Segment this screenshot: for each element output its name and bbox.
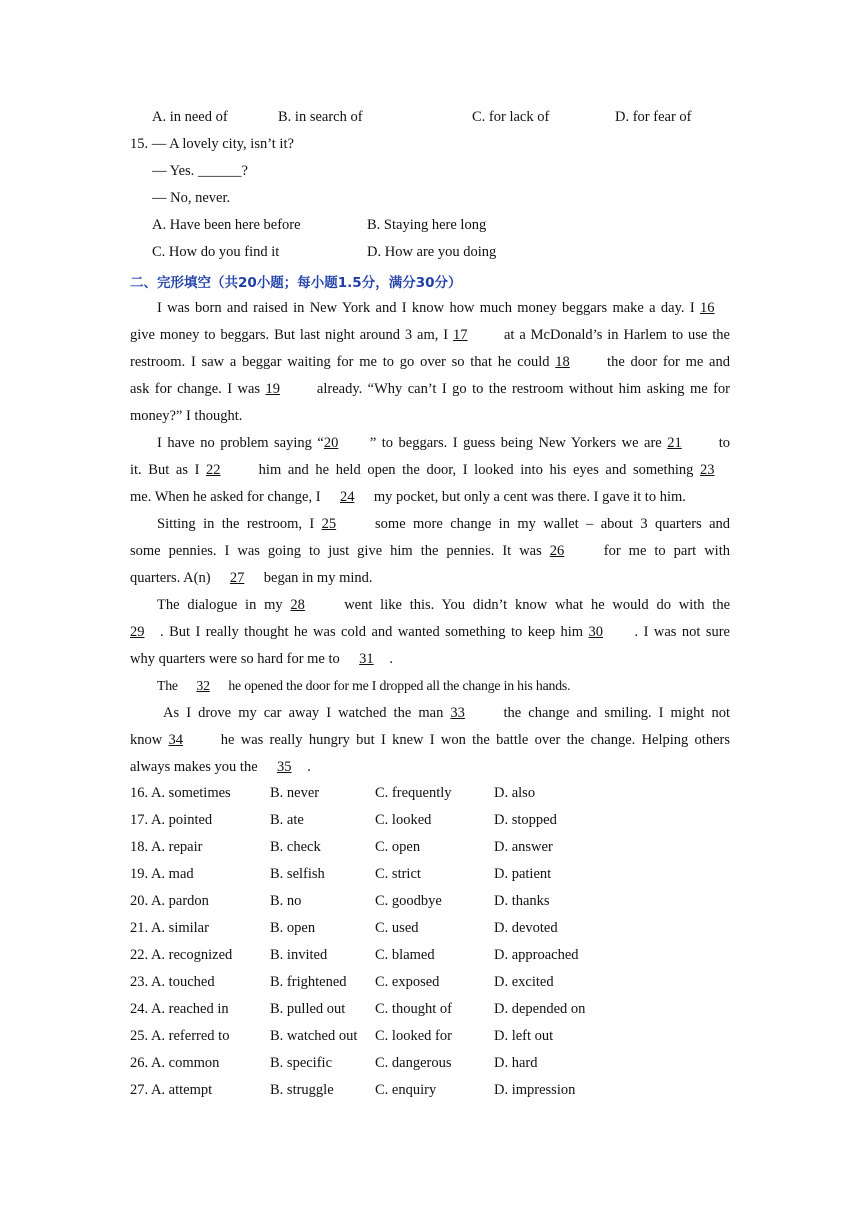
- text: the change and smiling. I might not: [496, 705, 730, 721]
- q15-blank: ______: [197, 163, 242, 179]
- text: I was born and raised in New York and I know how much money beggars make a day. I: [157, 300, 700, 316]
- passage-line: [130, 325, 730, 345]
- answer-option-d: D. answer: [494, 839, 553, 855]
- answer-option-a: 18. A. repair: [130, 839, 203, 855]
- text: ” to beggars. I guess being New Yorkers we are: [369, 435, 668, 451]
- blank-29: 29: [130, 624, 145, 640]
- q14-option-c: C. for lack of: [472, 109, 550, 125]
- text: me. When he asked for change, I: [130, 489, 325, 505]
- answer-option-a: 17. A. pointed: [130, 812, 213, 828]
- answer-option-b: B. ate: [270, 812, 304, 828]
- section-heading: [130, 271, 462, 291]
- answer-option-c: C. blamed: [375, 947, 435, 963]
- answer-option-d: D. patient: [494, 866, 552, 882]
- text: began in my mind.: [260, 570, 373, 586]
- answer-option-a: 25. A. referred to: [130, 1028, 230, 1044]
- answer-option-a: 24. A. reached in: [130, 1001, 229, 1017]
- blank-19: 19: [265, 381, 280, 397]
- blank-31: 31: [359, 651, 374, 667]
- text: Sitting in the restroom, I: [157, 516, 322, 532]
- blank-23: 23: [700, 462, 715, 478]
- answer-option-d: D. approached: [494, 947, 579, 963]
- passage-line: [157, 514, 730, 534]
- answer-option-d: D. left out: [494, 1028, 554, 1044]
- q15-dialogue-line-3: — No, never.: [152, 190, 231, 206]
- q14-option-b: B. in search of: [278, 109, 363, 125]
- text: know: [130, 732, 169, 748]
- text: restroom. I saw a beggar waiting for me to go over so that he could: [130, 354, 556, 370]
- answer-option-d: D. stopped: [494, 812, 557, 828]
- text: he opened the door for me I dropped all the change in his hands.: [225, 678, 571, 693]
- passage-line: [157, 676, 730, 696]
- answer-option-a: 19. A. mad: [130, 866, 194, 882]
- answer-option-b: B. selfish: [270, 866, 325, 882]
- text: him and he held open the door, I looked into his eyes and something: [252, 462, 700, 478]
- answer-option-b: B. no: [270, 893, 302, 909]
- answer-option-b: B. never: [270, 785, 320, 801]
- answer-option-a: 23. A. touched: [130, 974, 215, 990]
- answer-option-a: 20. A. pardon: [130, 893, 209, 909]
- answer-option-b: B. specific: [270, 1055, 333, 1071]
- passage-line: [130, 352, 730, 372]
- blank-30: 30: [588, 624, 604, 640]
- answer-option-c: C. frequently: [375, 785, 452, 801]
- passage-line: [130, 379, 730, 399]
- answer-option-a: 16. A. sometimes: [130, 785, 231, 801]
- answer-option-a: 26. A. common: [130, 1055, 220, 1071]
- q14-option-a: A. in need of: [152, 109, 228, 125]
- answer-option-c: C. enquiry: [375, 1082, 437, 1098]
- text: The dialogue in my: [157, 597, 291, 613]
- q14-option-d: D. for fear of: [615, 109, 692, 125]
- passage-line: [130, 460, 730, 480]
- blank-28: 28: [290, 597, 305, 613]
- blank-33: 33: [450, 705, 465, 721]
- blank-35: 35: [277, 759, 292, 775]
- text: to: [713, 435, 730, 451]
- text: As I drove my car away I watched the man: [163, 705, 451, 721]
- text: I have no problem saying “: [157, 435, 324, 451]
- answer-option-c: C. strict: [375, 866, 421, 882]
- passage-line: [130, 757, 730, 777]
- answer-option-c: C. looked for: [375, 1028, 452, 1044]
- answer-option-d: D. devoted: [494, 920, 558, 936]
- text: give money to beggars. But last night around 3 am, I: [130, 327, 454, 343]
- text: my pocket, but only a cent was there. I gave it to him.: [370, 489, 686, 505]
- answer-option-b: B. watched out: [270, 1028, 358, 1044]
- blank-26: 26: [549, 543, 565, 559]
- q15-stem: 15. — A lovely city, isn’t it?: [130, 136, 294, 152]
- text: . I was not sure: [634, 624, 730, 640]
- text: for me to part with: [595, 543, 730, 559]
- text: some pennies. I was going to just give him the pennies. It was: [130, 543, 550, 559]
- passage-line: [163, 703, 730, 723]
- passage-line: [157, 595, 730, 615]
- answer-option-b: B. check: [270, 839, 321, 855]
- q15-option-b: B. Staying here long: [367, 217, 487, 233]
- blank-32: 32: [196, 678, 210, 693]
- blank-24: 24: [339, 489, 355, 505]
- text: some more change in my wallet – about 3 quarters and: [367, 516, 731, 532]
- blank-21: 21: [667, 435, 682, 451]
- text: already. “Why can’t I go to the restroom without him asking me for: [311, 381, 730, 397]
- blank-17: 17: [453, 327, 468, 343]
- q15-option-d: D. How are you doing: [367, 244, 497, 260]
- answer-option-a: 21. A. similar: [130, 920, 209, 936]
- answer-option-c: C. exposed: [375, 974, 440, 990]
- blank-20: 20: [323, 435, 339, 451]
- passage-line: money?” I thought.: [130, 408, 243, 424]
- text: went like this. You didn’t know what he would do with the: [336, 597, 731, 613]
- text: quarters. A(n): [130, 570, 215, 586]
- answer-option-b: B. frightened: [270, 974, 347, 990]
- blank-16: 16: [700, 300, 715, 316]
- text: he was really hungry but I knew I won the battle over the change. Helping others: [214, 732, 730, 748]
- text: it. But as I: [130, 462, 207, 478]
- q15-option-a: A. Have been here before: [152, 217, 301, 233]
- text: . But I really thought he was cold and wanted something to keep him: [160, 624, 589, 640]
- answer-option-a: 27. A. attempt: [130, 1082, 213, 1098]
- answer-option-d: D. excited: [494, 974, 554, 990]
- blank-18: 18: [555, 354, 570, 370]
- text: .: [307, 759, 311, 775]
- answer-option-c: C. used: [375, 920, 419, 936]
- answer-option-c: C. dangerous: [375, 1055, 452, 1071]
- answer-option-c: C. thought of: [375, 1001, 452, 1017]
- text: The: [157, 678, 182, 693]
- passage-line: [130, 568, 730, 588]
- answer-option-c: C. looked: [375, 812, 432, 828]
- text: ask for change. I was: [130, 381, 266, 397]
- blank-25: 25: [321, 516, 337, 532]
- answer-option-d: D. depended on: [494, 1001, 586, 1017]
- q15-option-c: C. How do you find it: [152, 244, 280, 260]
- text: at a McDonald’s in Harlem to use the: [499, 327, 730, 343]
- passage-line: [130, 649, 730, 669]
- answer-option-d: D. hard: [494, 1055, 538, 1071]
- passage-line: [157, 433, 730, 453]
- q15-dialogue-line-2: [152, 163, 248, 180]
- answer-option-b: B. pulled out: [270, 1001, 346, 1017]
- blank-27: 27: [229, 570, 245, 586]
- text: .: [389, 651, 394, 667]
- text: why quarters were so hard for me to: [130, 651, 344, 667]
- blank-34: 34: [168, 732, 183, 748]
- answer-option-d: D. thanks: [494, 893, 550, 909]
- text: always makes you the: [130, 759, 262, 775]
- text: the door for me and: [601, 354, 730, 370]
- answer-option-b: B. invited: [270, 947, 328, 963]
- passage-line: [130, 622, 730, 642]
- answer-option-b: B. open: [270, 920, 316, 936]
- q15-question-mark: ?: [241, 163, 248, 179]
- blank-22: 22: [206, 462, 221, 478]
- q15-yes: — Yes.: [152, 163, 198, 179]
- answer-option-d: D. also: [494, 785, 536, 801]
- answer-option-d: D. impression: [494, 1082, 576, 1098]
- answer-option-c: C. goodbye: [375, 893, 442, 909]
- answer-option-b: B. struggle: [270, 1082, 334, 1098]
- passage-line: [130, 487, 730, 507]
- answer-option-a: 22. A. recognized: [130, 947, 233, 963]
- answer-option-c: C. open: [375, 839, 421, 855]
- passage-line: [130, 730, 730, 750]
- passage-line: [130, 541, 730, 561]
- passage-line: [157, 298, 730, 318]
- section-title: 二、完形填空（共20小题；每小题1.5分，满分30分）: [130, 275, 462, 291]
